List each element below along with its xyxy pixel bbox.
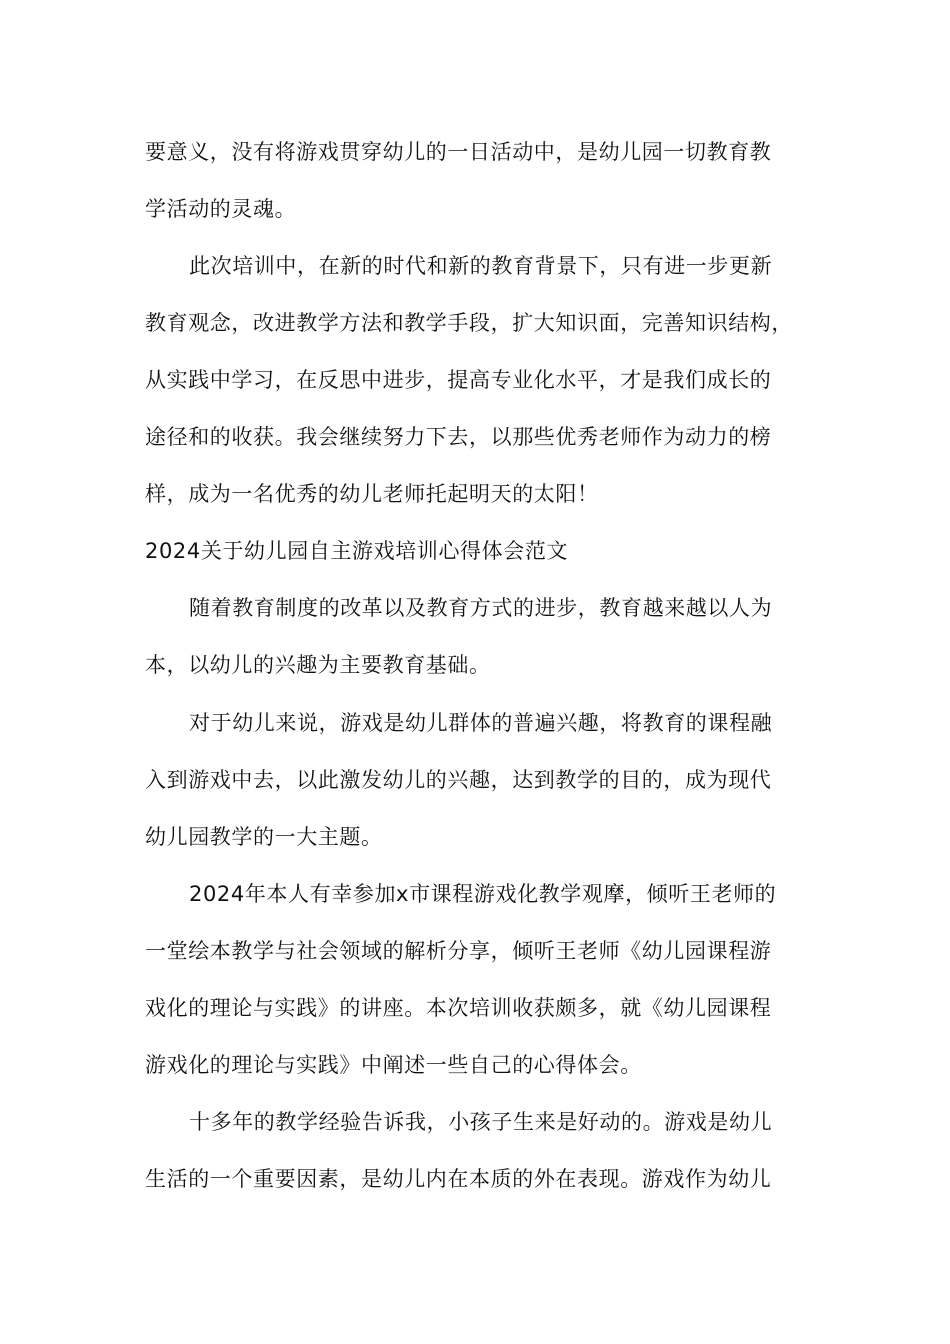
paragraph-line: 此次培训中，在新的时代和新的教育背景下，只有进一步更新 [189,254,773,278]
paragraph-line: 戏化的理论与实践》的讲座。本次培训收获颇多，就《幼儿园课程 [145,996,772,1020]
paragraph-line: 生活的一个重要因素，是幼儿内在本质的外在表现。游戏作为幼儿 [145,1167,772,1191]
paragraph-line: 要意义，没有将游戏贯穿幼儿的一日活动中，是幼儿园一切教育教 [145,140,772,164]
paragraph-line: 本，以幼儿的兴趣为主要教育基础。 [145,653,491,677]
paragraph-line: 对于幼儿来说，游戏是幼儿群体的普遍兴趣，将教育的课程融 [189,711,773,735]
paragraph-line: 入到游戏中去，以此激发幼儿的兴趣，达到教学的目的，成为现代 [145,768,772,792]
paragraph-line: 学活动的灵魂。 [145,197,297,221]
paragraph-line: 十多年的教学经验告诉我，小孩子生来是好动的。游戏是幼儿 [189,1110,773,1134]
paragraph-line: 从实践中学习，在反思中进步，提高专业化水平，才是我们成长的 [145,368,772,392]
paragraph-line: 2024年本人有幸参加x市课程游戏化教学观摩，倾听王老师的 [189,882,777,906]
paragraph-line: 游戏化的理论与实践》中阐述一些自己的心得体会。 [145,1053,642,1077]
section-heading: 2024关于幼儿园自主游戏培训心得体会范文 [145,539,569,563]
paragraph-line: 幼儿园教学的一大主题。 [145,825,383,849]
paragraph-line: 途径和的收获。我会继续努力下去，以那些优秀老师作为动力的榜 [145,425,772,449]
paragraph-line: 一堂绘本教学与社会领域的解析分享，倾听王老师《幼儿园课程游 [145,939,772,963]
paragraph-line: 随着教育制度的改革以及教育方式的进步，教育越来越以人为 [189,596,773,620]
paragraph-line: 样，成为一名优秀的幼儿老师托起明天的太阳！ [145,482,599,506]
paragraph-line: 教育观念，改进教学方法和教学手段，扩大知识面，完善知识结构， [145,311,793,335]
